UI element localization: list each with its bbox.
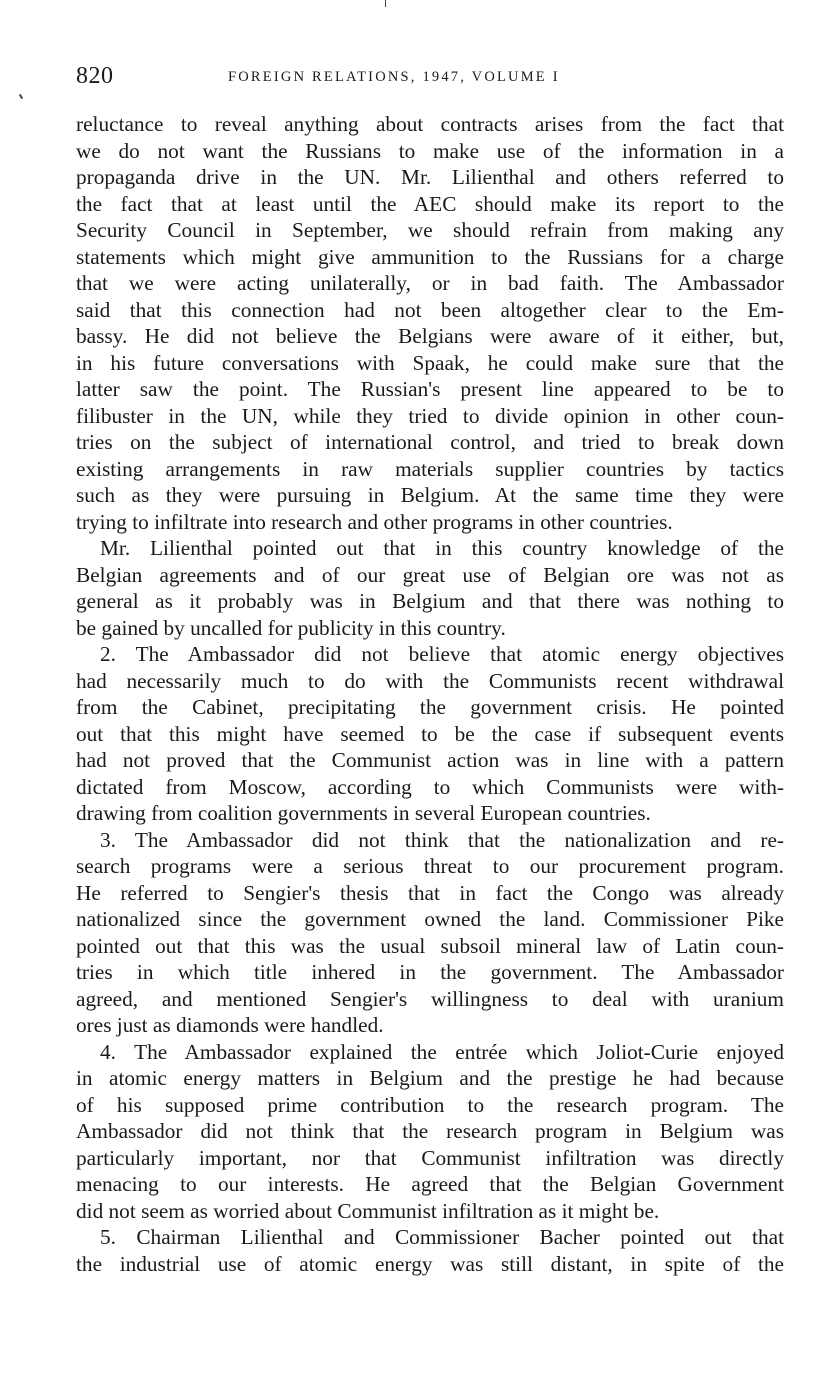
text-line: Belgian agreements and of our great use of Belgian ore was not as <box>76 562 784 587</box>
text-line: general as it probably was in Belgium and that there was nothing to <box>76 589 784 613</box>
text-line: from the Cabinet, precipitating the government crisis. He pointed <box>76 695 784 719</box>
text-line: such as they were pursuing in Belgium. At the same time they were <box>76 483 784 507</box>
text-line: tries in which title inhered in the government. The Ambassador <box>76 960 784 984</box>
text-line: the fact that at least until the AEC should make its report to the <box>76 191 784 216</box>
text-line: be gained by uncalled for publicity in this country. <box>76 615 506 640</box>
text-line: said that this connection had not been altogether clear to the Em- <box>76 297 784 322</box>
body-text <box>76 111 784 1277</box>
paragraph-2 <box>76 535 784 641</box>
paragraph-5 <box>76 1039 784 1225</box>
text-line: bassy. He did not believe the Belgians were aware of it either, but, <box>76 324 784 348</box>
text-line: the industrial use of atomic energy was still distant, in spite of the <box>76 1251 784 1276</box>
scan-speck-top <box>385 0 386 7</box>
text-line: in his future conversations with Spaak, he could make sure that the <box>76 350 784 375</box>
text-line: ores just as diamonds were handled. <box>76 1013 384 1037</box>
text-line: 3. The Ambassador did not think that the nationalization and re- <box>100 827 784 852</box>
text-line: had not proved that the Communist action was in line with a pattern <box>76 748 784 772</box>
text-line: trying to infiltrate into research and other programs in other countries. <box>76 509 673 534</box>
text-line: dictated from Moscow, according to which Communists were with- <box>76 774 784 799</box>
paragraph-4 <box>76 827 784 1039</box>
text-line: agreed, and mentioned Sengier's willingness to deal with uranium <box>76 986 784 1011</box>
text-line: 5. Chairman Lilienthal and Commissioner Bacher pointed out that <box>100 1225 784 1249</box>
text-line: tries on the subject of international control, and tried to break down <box>76 430 784 454</box>
text-line: had necessarily much to do with the Communists recent withdrawal <box>76 668 784 693</box>
paragraph-3 <box>76 641 784 827</box>
text-line: search programs were a serious threat to our procurement program. <box>76 854 784 878</box>
text-line: propaganda drive in the UN. Mr. Lilienthal and others referred to <box>76 165 784 189</box>
running-head: FOREIGN RELATIONS, 1947, VOLUME I <box>228 69 560 85</box>
text-line: He referred to Sengier's thesis that in fact the Congo was already <box>76 880 784 905</box>
text-line: that we were acting unilaterally, or in bad faith. The Ambassador <box>76 271 784 295</box>
text-line: Mr. Lilienthal pointed out that in this country knowledge of the <box>100 536 784 560</box>
paragraph-1 <box>76 111 784 535</box>
text-line: latter saw the point. The Russian's present line appeared to be to <box>76 377 784 401</box>
text-line: we do not want the Russians to make use of the information in a <box>76 138 784 163</box>
text-line: 4. The Ambassador explained the entrée which Joliot-Curie enjoyed <box>100 1039 784 1064</box>
text-line: particularly important, nor that Communist infiltration was directly <box>76 1145 784 1170</box>
text-line: in atomic energy matters in Belgium and the prestige he had because <box>76 1066 784 1090</box>
page-number: 820 <box>76 63 114 89</box>
text-line: Security Council in September, we should refrain from making any <box>76 218 784 242</box>
text-line: nationalized since the government owned the land. Commissioner Pike <box>76 907 784 931</box>
text-line: 2. The Ambassador did not believe that atomic energy objectives <box>100 642 784 666</box>
text-line: drawing from coalition governments in several European countries. <box>76 801 651 825</box>
text-line: menacing to our interests. He agreed that the Belgian Government <box>76 1172 784 1196</box>
paragraph-6 <box>76 1224 784 1277</box>
text-line: did not seem as worried about Communist infiltration as it might be. <box>76 1198 660 1223</box>
text-line: statements which might give ammunition to the Russians for a charge <box>76 244 784 269</box>
text-line: Ambassador did not think that the research program in Belgium was <box>76 1119 784 1143</box>
text-line: pointed out that this was the usual subsoil mineral law of Latin coun- <box>76 933 784 958</box>
scan-speck-left <box>19 94 23 99</box>
text-line: filibuster in the UN, while they tried to divide opinion in other coun- <box>76 403 784 428</box>
page-header <box>76 62 784 92</box>
text-line: existing arrangements in raw materials supplier countries by tactics <box>76 456 784 481</box>
text-line: reluctance to reveal anything about contracts arises from the fact that <box>76 112 784 136</box>
text-line: of his supposed prime contribution to the research program. The <box>76 1092 784 1117</box>
text-line: out that this might have seemed to be the case if subsequent events <box>76 721 784 746</box>
